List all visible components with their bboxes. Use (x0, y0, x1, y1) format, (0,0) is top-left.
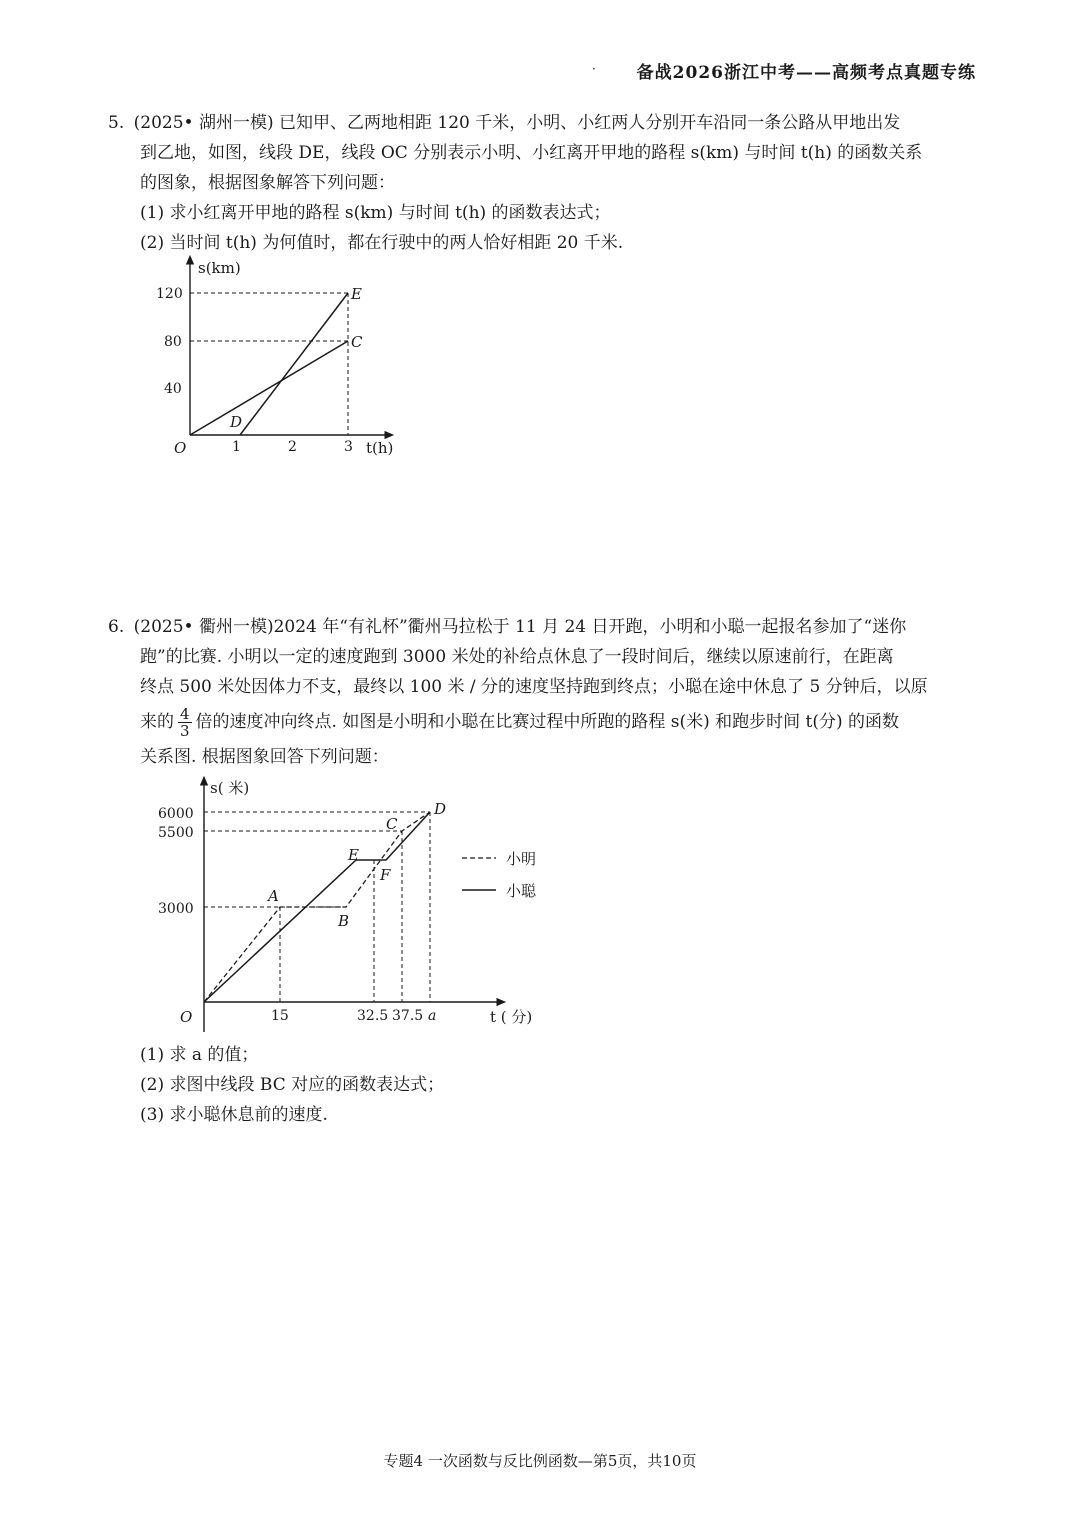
chart-6-xtick-375: 37.5 (392, 1008, 424, 1024)
chart-5 (150, 255, 410, 465)
chart-6-label-A: A (268, 887, 279, 905)
problem-5-text-1: (2025• 湖州一模) 已知甲、乙两地相距 120 千米，小明、小红两人分别开车沿同一条公路从甲地出发 (133, 113, 901, 133)
chart-6-ytick-6000: 6000 (158, 806, 194, 822)
problem-5-number: 5. (108, 113, 125, 133)
chart-6-label-B: B (338, 912, 350, 930)
chart-5-xtick-1: 1 (232, 439, 241, 455)
chart-6-xtick-325: 32.5 (357, 1008, 389, 1024)
chart-5-ytick-80: 80 (164, 334, 182, 350)
chart-5-ytick-120: 120 (156, 286, 183, 302)
chart-5-ylabel: s(km) (198, 259, 241, 277)
chart-5-segment-DE (240, 293, 348, 435)
chart-5-label-C: C (351, 333, 363, 351)
problem-6-question-2: (2) 求图中线段 BC 对应的函数表达式； (140, 1075, 445, 1095)
chart-5-label-E: E (351, 285, 362, 303)
fraction-four-thirds (178, 706, 192, 739)
problem-5-line-2: 到乙地，如图，线段 DE，线段 OC 分别表示小明、小红离开甲地的路程 s(km) 与时间 t(h) 的函数关系 (140, 143, 923, 163)
chart-6-xtick-a: a (428, 1008, 437, 1024)
problem-5-question-2: (2) 当时间 t(h) 为何值时，都在行驶中的两人恰好相距 20 千米. (140, 233, 624, 253)
header-dot: · (592, 62, 596, 76)
chart-6-ytick-3000: 3000 (158, 901, 194, 917)
problem-6-question-1: (1) 求 a 的值； (140, 1045, 259, 1065)
problem-6-number: 6. (108, 617, 125, 637)
problem-6-line-4-pre: 来的 (140, 712, 174, 732)
chart-5-ytick-40: 40 (164, 381, 182, 397)
problem-6-text-1: (2025• 衢州一模)2024 年“有礼杯”衢州马拉松于 11 月 24 日开跑，小明和小聪一起报名参加了“迷你 (133, 617, 907, 637)
problem-6-line-3: 终点 500 米处因体力不支，最终以 100 米 / 分的速度坚持跑到终点；小聪在途中休息了 5 分钟后，以原 (140, 677, 928, 697)
problem-5 (108, 108, 984, 258)
problem-6-line-1 (108, 612, 984, 642)
chart-6-label-F: F (380, 866, 391, 884)
chart-5-segment-OC (190, 341, 348, 435)
problem-6-line-4 (108, 702, 984, 742)
chart-6-ylabel: s( 米) (210, 779, 250, 797)
chart-5-origin: O (174, 439, 187, 457)
problem-6-line-2: 跑”的比赛. 小明以一定的速度跑到 3000 米处的补给点休息了一段时间后，继续以原速前行，在距离 (140, 647, 894, 667)
chart-6-xtick-15: 15 (271, 1008, 289, 1024)
chart-6-xlabel: t ( 分) (490, 1008, 533, 1026)
chart-6-ytick-5500: 5500 (158, 825, 194, 841)
legend-xiaocong: 小聪 (506, 882, 537, 900)
chart-5-xtick-3: 3 (344, 439, 353, 455)
fraction-numerator: 4 (180, 705, 190, 723)
legend-xiaoming: 小明 (506, 850, 537, 868)
problem-6-questions (108, 1040, 984, 1130)
page-header-title: 备战2026浙江中考——高频考点真题专练 (636, 63, 976, 83)
chart-5-label-D: D (230, 413, 243, 431)
problem-5-line-3: 的图象，根据图象解答下列问题： (140, 173, 395, 193)
problem-6-line-4-post: 倍的速度冲向终点. 如图是小明和小聪在比赛过程中所跑的路程 s(米) 和跑步时间 t(分) 的函数 (195, 712, 900, 732)
chart-5-xtick-2: 2 (288, 439, 297, 455)
chart-6-origin: O (180, 1008, 193, 1026)
chart-6 (150, 772, 570, 1034)
chart-6-label-E: E (348, 846, 359, 864)
problem-5-line-1 (108, 108, 984, 138)
problem-5-question-1: (1) 求小红离开甲地的路程 s(km) 与时间 t(h) 的函数表达式； (140, 203, 611, 223)
chart-6-label-D: D (434, 800, 447, 818)
fraction-denominator: 3 (180, 722, 190, 740)
problem-6-line-5: 关系图. 根据图象回答下列问题： (140, 747, 389, 767)
chart-5-xlabel: t(h) (366, 439, 394, 457)
chart-6-label-C: C (386, 815, 398, 833)
problem-6 (108, 612, 984, 772)
problem-6-question-3: (3) 求小聪休息前的速度. (140, 1105, 328, 1125)
page-footer: 专题4 一次函数与反比例函数—第5页，共10页 (383, 1452, 697, 1470)
